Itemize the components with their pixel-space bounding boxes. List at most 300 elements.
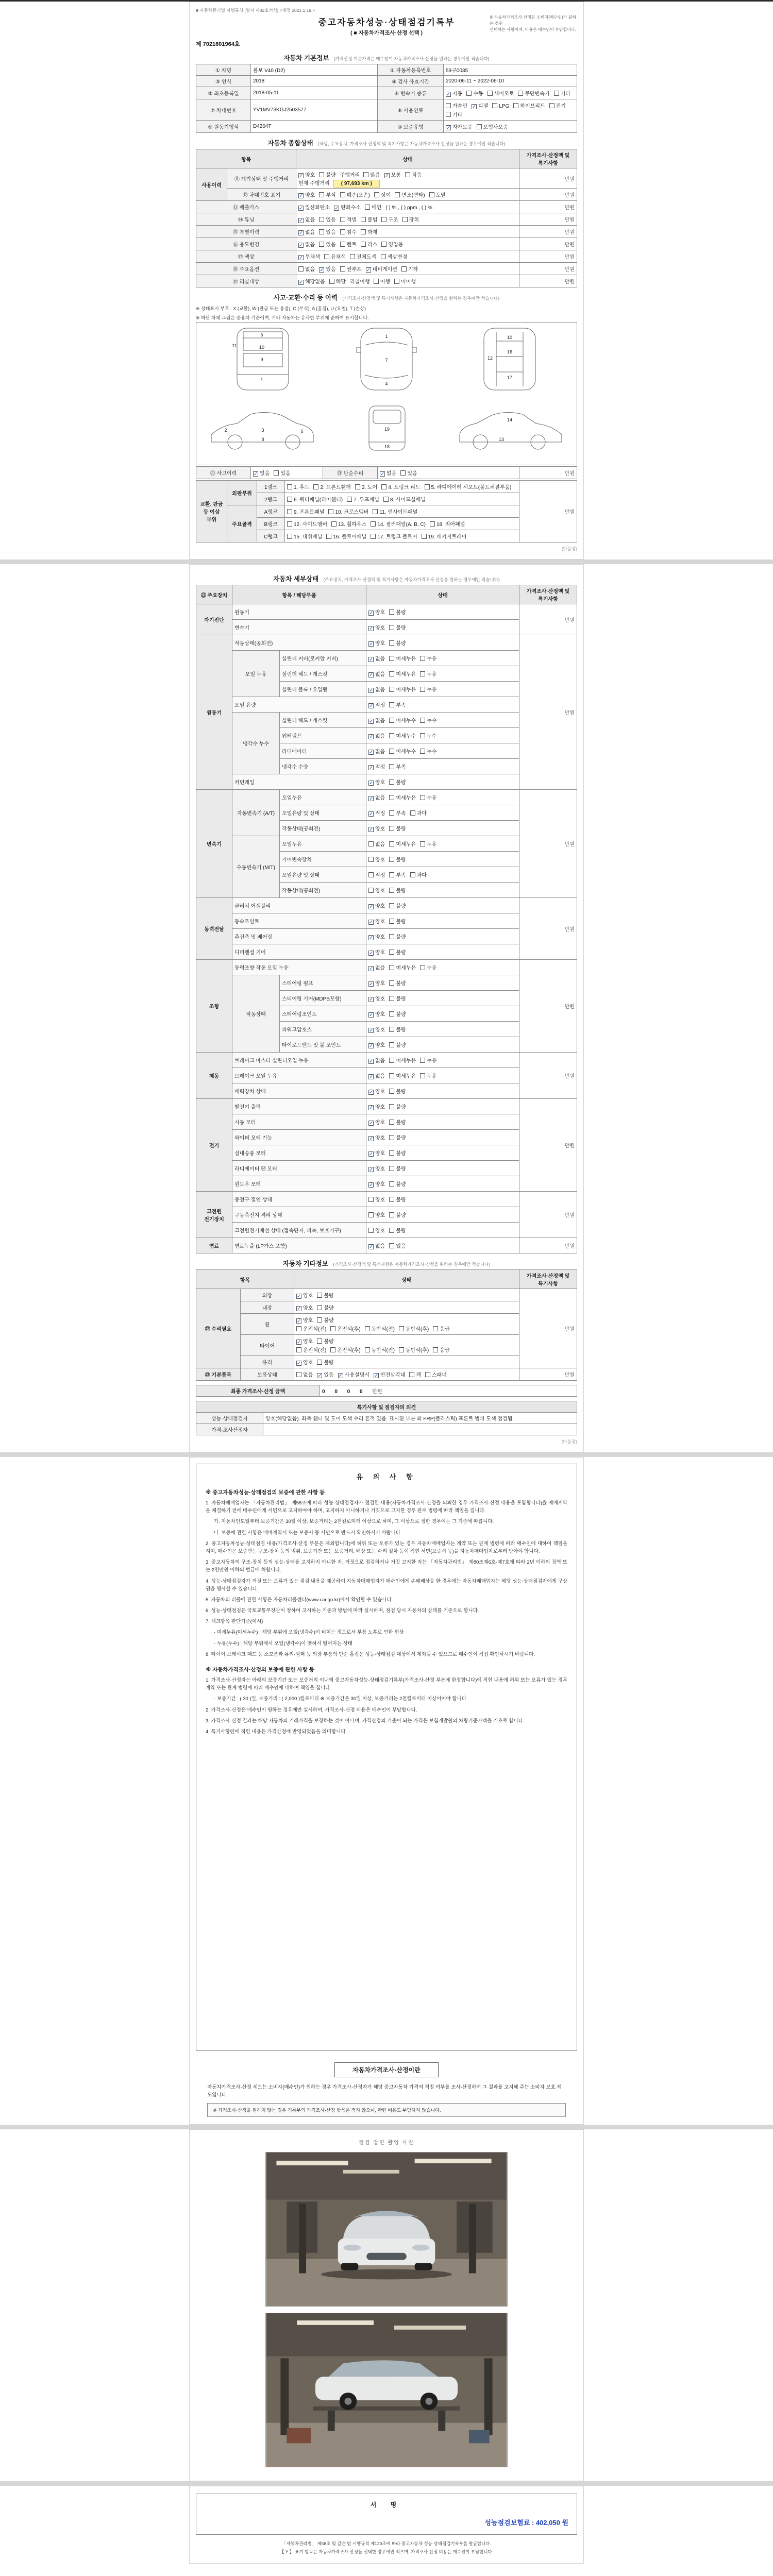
checkbox-option[interactable]: [381, 483, 420, 490]
checkbox-option[interactable]: [384, 171, 401, 178]
checked-checkbox-icon[interactable]: ✓: [299, 218, 304, 224]
unchecked-checkbox-icon[interactable]: [317, 1360, 322, 1365]
checkbox-option[interactable]: [368, 1025, 385, 1033]
unchecked-checkbox-icon[interactable]: [365, 1326, 370, 1331]
checkbox-option[interactable]: [347, 495, 379, 503]
checked-checkbox-icon[interactable]: ✓: [317, 1373, 322, 1379]
checked-checkbox-icon[interactable]: ✓: [369, 1244, 374, 1250]
checked-checkbox-icon[interactable]: ✓: [299, 280, 304, 285]
unchecked-checkbox-icon[interactable]: [330, 1347, 335, 1352]
unchecked-checkbox-icon[interactable]: [363, 172, 368, 177]
unchecked-checkbox-icon[interactable]: [409, 1372, 414, 1377]
checkbox-option[interactable]: [368, 871, 385, 878]
checkbox-option[interactable]: [446, 110, 462, 118]
unchecked-checkbox-icon[interactable]: [429, 192, 434, 197]
unchecked-checkbox-icon[interactable]: [389, 733, 394, 738]
unchecked-checkbox-icon[interactable]: [389, 980, 394, 986]
checkbox-option[interactable]: [399, 1325, 429, 1332]
unchecked-checkbox-icon[interactable]: [446, 103, 451, 108]
checkbox-option[interactable]: [389, 902, 406, 909]
checkbox-option[interactable]: [389, 1056, 416, 1064]
checkbox-option[interactable]: [324, 252, 346, 260]
checkbox-option[interactable]: [381, 252, 408, 260]
checked-checkbox-icon[interactable]: ✓: [369, 765, 374, 771]
checkbox-option[interactable]: [365, 203, 381, 211]
checkbox-option[interactable]: [389, 855, 406, 863]
checkbox-option[interactable]: [368, 979, 385, 987]
checked-checkbox-icon[interactable]: ✓: [369, 1028, 374, 1033]
checkbox-option[interactable]: [317, 1358, 333, 1366]
unchecked-checkbox-icon[interactable]: [425, 484, 430, 489]
checkbox-option[interactable]: [368, 994, 385, 1002]
unchecked-checkbox-icon[interactable]: [389, 625, 394, 630]
checkbox-option[interactable]: [368, 1087, 385, 1095]
checkbox-option[interactable]: [389, 1149, 406, 1157]
unchecked-checkbox-icon[interactable]: [361, 229, 366, 234]
unchecked-checkbox-icon[interactable]: [317, 1338, 322, 1344]
checked-checkbox-icon[interactable]: ✓: [369, 719, 374, 724]
checkbox-option[interactable]: [389, 778, 406, 786]
checked-checkbox-icon[interactable]: ✓: [369, 1012, 374, 1018]
checked-checkbox-icon[interactable]: ✓: [299, 173, 304, 179]
unchecked-checkbox-icon[interactable]: [389, 671, 394, 676]
checkbox-option[interactable]: [389, 732, 416, 739]
checkbox-option[interactable]: [389, 933, 406, 940]
unchecked-checkbox-icon[interactable]: [274, 470, 279, 476]
unchecked-checkbox-icon[interactable]: [317, 1317, 322, 1323]
checkbox-option[interactable]: [329, 277, 346, 285]
checkbox-option[interactable]: [366, 265, 397, 273]
checked-checkbox-icon[interactable]: ✓: [299, 230, 304, 236]
checked-checkbox-icon[interactable]: ✓: [369, 1182, 374, 1188]
unchecked-checkbox-icon[interactable]: [371, 534, 376, 539]
checkbox-option[interactable]: [389, 1041, 406, 1048]
checked-checkbox-icon[interactable]: ✓: [299, 193, 304, 199]
unchecked-checkbox-icon[interactable]: [374, 192, 379, 197]
checkbox-option[interactable]: [368, 902, 385, 909]
checkbox-option[interactable]: [298, 228, 315, 235]
checkbox-option[interactable]: [420, 793, 436, 801]
checkbox-option[interactable]: [549, 101, 566, 109]
unchecked-checkbox-icon[interactable]: [319, 242, 324, 247]
unchecked-checkbox-icon[interactable]: [420, 687, 425, 692]
unchecked-checkbox-icon[interactable]: [477, 124, 482, 129]
checkbox-option[interactable]: [420, 732, 436, 739]
checkbox-option[interactable]: [368, 855, 385, 863]
checkbox-option[interactable]: [389, 917, 406, 925]
unchecked-checkbox-icon[interactable]: [373, 509, 378, 514]
checkbox-option[interactable]: [401, 265, 418, 273]
checkbox-option[interactable]: [433, 1346, 449, 1353]
checkbox-option[interactable]: [373, 507, 417, 515]
checkbox-option[interactable]: [368, 933, 385, 940]
unchecked-checkbox-icon[interactable]: [389, 1243, 394, 1248]
unchecked-checkbox-icon[interactable]: [287, 509, 292, 514]
checked-checkbox-icon[interactable]: ✓: [338, 1373, 343, 1379]
checkbox-option[interactable]: [402, 215, 419, 223]
checked-checkbox-icon[interactable]: ✓: [369, 966, 374, 972]
checkbox-option[interactable]: [296, 1316, 313, 1324]
unchecked-checkbox-icon[interactable]: [329, 279, 334, 284]
checkbox-option[interactable]: [253, 469, 270, 477]
unchecked-checkbox-icon[interactable]: [389, 934, 394, 939]
unchecked-checkbox-icon[interactable]: [488, 91, 493, 96]
checkbox-option[interactable]: [554, 89, 570, 97]
unchecked-checkbox-icon[interactable]: [389, 1011, 394, 1016]
checkbox-option[interactable]: [446, 123, 473, 130]
unchecked-checkbox-icon[interactable]: [389, 764, 394, 769]
unchecked-checkbox-icon[interactable]: [420, 795, 425, 800]
checkbox-option[interactable]: [389, 623, 406, 631]
unchecked-checkbox-icon[interactable]: [371, 521, 376, 527]
checkbox-option[interactable]: [287, 495, 343, 503]
unchecked-checkbox-icon[interactable]: [389, 1181, 394, 1187]
checked-checkbox-icon[interactable]: ✓: [299, 255, 304, 261]
unchecked-checkbox-icon[interactable]: [389, 1027, 394, 1032]
unchecked-checkbox-icon[interactable]: [313, 484, 318, 489]
unchecked-checkbox-icon[interactable]: [389, 888, 394, 893]
checkbox-option[interactable]: [287, 483, 309, 490]
unchecked-checkbox-icon[interactable]: [361, 217, 366, 222]
checkbox-option[interactable]: [368, 1226, 385, 1234]
checkbox-option[interactable]: [368, 670, 385, 677]
unchecked-checkbox-icon[interactable]: [389, 950, 394, 955]
checkbox-option[interactable]: [389, 1133, 406, 1141]
checkbox-option[interactable]: [389, 1025, 406, 1033]
unchecked-checkbox-icon[interactable]: [340, 242, 345, 247]
unchecked-checkbox-icon[interactable]: [317, 1305, 322, 1310]
checkbox-option[interactable]: [420, 670, 436, 677]
unchecked-checkbox-icon[interactable]: [420, 841, 425, 846]
checked-checkbox-icon[interactable]: ✓: [384, 173, 390, 179]
unchecked-checkbox-icon[interactable]: [365, 1347, 370, 1352]
unchecked-checkbox-icon[interactable]: [368, 841, 374, 846]
checkbox-option[interactable]: [368, 732, 385, 739]
checked-checkbox-icon[interactable]: ✓: [446, 92, 451, 97]
checkbox-option[interactable]: [319, 265, 335, 273]
checkbox-option[interactable]: [328, 507, 368, 515]
unchecked-checkbox-icon[interactable]: [361, 242, 366, 247]
unchecked-checkbox-icon[interactable]: [420, 749, 425, 754]
checked-checkbox-icon[interactable]: ✓: [369, 1151, 374, 1157]
unchecked-checkbox-icon[interactable]: [365, 205, 370, 210]
checkbox-option[interactable]: [319, 215, 335, 223]
unchecked-checkbox-icon[interactable]: [319, 217, 324, 222]
checked-checkbox-icon[interactable]: ✓: [369, 734, 374, 740]
checkbox-option[interactable]: [317, 1370, 333, 1378]
checkbox-option[interactable]: [389, 809, 406, 817]
unchecked-checkbox-icon[interactable]: [389, 826, 394, 831]
checkbox-option[interactable]: [389, 824, 406, 832]
unchecked-checkbox-icon[interactable]: [389, 1120, 394, 1125]
checkbox-option[interactable]: [410, 871, 427, 878]
unchecked-checkbox-icon[interactable]: [381, 242, 386, 247]
checked-checkbox-icon[interactable]: ✓: [297, 1294, 301, 1299]
checkbox-option[interactable]: [389, 701, 406, 708]
checkbox-option[interactable]: [368, 608, 385, 616]
checkbox-option[interactable]: [371, 532, 417, 540]
checkbox-option[interactable]: [368, 1056, 385, 1064]
checkbox-option[interactable]: [389, 654, 416, 662]
checkbox-option[interactable]: [298, 171, 315, 178]
checkbox-option[interactable]: [350, 252, 377, 260]
checkbox-option[interactable]: [420, 1072, 436, 1079]
checkbox-option[interactable]: [389, 747, 416, 755]
unchecked-checkbox-icon[interactable]: [296, 1347, 301, 1352]
checkbox-option[interactable]: [405, 171, 422, 178]
unchecked-checkbox-icon[interactable]: [326, 534, 331, 539]
unchecked-checkbox-icon[interactable]: [389, 1166, 394, 1171]
checkbox-option[interactable]: [319, 171, 335, 178]
checkbox-option[interactable]: [389, 1226, 406, 1234]
checkbox-option[interactable]: [389, 1195, 406, 1203]
checked-checkbox-icon[interactable]: ✓: [369, 935, 374, 941]
unchecked-checkbox-icon[interactable]: [420, 733, 425, 738]
checkbox-option[interactable]: [355, 483, 377, 490]
checkbox-option[interactable]: [298, 240, 315, 248]
checkbox-option[interactable]: [368, 948, 385, 956]
checkbox-option[interactable]: [368, 716, 385, 724]
checkbox-option[interactable]: [317, 1316, 333, 1324]
checkbox-option[interactable]: [296, 1325, 326, 1332]
unchecked-checkbox-icon[interactable]: [287, 534, 292, 539]
checkbox-option[interactable]: [368, 1118, 385, 1126]
unchecked-checkbox-icon[interactable]: [399, 1347, 404, 1352]
unchecked-checkbox-icon[interactable]: [389, 919, 394, 924]
checked-checkbox-icon[interactable]: ✓: [369, 750, 374, 755]
checked-checkbox-icon[interactable]: ✓: [369, 827, 374, 833]
unchecked-checkbox-icon[interactable]: [389, 749, 394, 754]
checkbox-option[interactable]: [389, 840, 416, 848]
unchecked-checkbox-icon[interactable]: [389, 609, 394, 615]
checkbox-option[interactable]: [368, 1041, 385, 1048]
checked-checkbox-icon[interactable]: ✓: [369, 811, 374, 817]
checked-checkbox-icon[interactable]: ✓: [369, 1090, 374, 1095]
checkbox-option[interactable]: [298, 277, 325, 285]
unchecked-checkbox-icon[interactable]: [389, 702, 394, 707]
unchecked-checkbox-icon[interactable]: [368, 1212, 374, 1217]
checkbox-option[interactable]: [374, 277, 390, 285]
unchecked-checkbox-icon[interactable]: [389, 965, 394, 970]
unchecked-checkbox-icon[interactable]: [389, 795, 394, 800]
checkbox-option[interactable]: [365, 1346, 395, 1353]
checkbox-option[interactable]: [340, 265, 362, 273]
checkbox-option[interactable]: [368, 840, 385, 848]
unchecked-checkbox-icon[interactable]: [319, 192, 324, 197]
checkbox-option[interactable]: [368, 1072, 385, 1079]
checked-checkbox-icon[interactable]: ✓: [369, 672, 374, 678]
checkbox-option[interactable]: [389, 1010, 406, 1018]
unchecked-checkbox-icon[interactable]: [554, 91, 559, 96]
unchecked-checkbox-icon[interactable]: [317, 1293, 322, 1298]
unchecked-checkbox-icon[interactable]: [389, 656, 394, 661]
checkbox-option[interactable]: [340, 240, 357, 248]
checkbox-option[interactable]: [374, 1370, 405, 1378]
unchecked-checkbox-icon[interactable]: [381, 217, 386, 222]
unchecked-checkbox-icon[interactable]: [368, 1228, 374, 1233]
checkbox-option[interactable]: [425, 483, 512, 490]
checkbox-option[interactable]: [389, 871, 406, 878]
checked-checkbox-icon[interactable]: ✓: [369, 657, 374, 663]
unchecked-checkbox-icon[interactable]: [319, 172, 324, 177]
checkbox-option[interactable]: [409, 1370, 421, 1378]
unchecked-checkbox-icon[interactable]: [422, 534, 427, 539]
unchecked-checkbox-icon[interactable]: [389, 1150, 394, 1156]
checkbox-option[interactable]: [389, 716, 416, 724]
unchecked-checkbox-icon[interactable]: [389, 1089, 394, 1094]
checkbox-option[interactable]: [368, 1195, 385, 1203]
checkbox-option[interactable]: [477, 123, 508, 130]
unchecked-checkbox-icon[interactable]: [389, 857, 394, 862]
unchecked-checkbox-icon[interactable]: [513, 103, 518, 108]
unchecked-checkbox-icon[interactable]: [389, 1212, 394, 1217]
checkbox-option[interactable]: [374, 191, 391, 198]
checkbox-option[interactable]: [368, 623, 385, 631]
unchecked-checkbox-icon[interactable]: [350, 254, 355, 259]
unchecked-checkbox-icon[interactable]: [389, 718, 394, 723]
checked-checkbox-icon[interactable]: ✓: [369, 904, 374, 910]
checkbox-option[interactable]: [389, 1211, 406, 1218]
unchecked-checkbox-icon[interactable]: [389, 996, 394, 1001]
checkbox-option[interactable]: [296, 1337, 313, 1345]
unchecked-checkbox-icon[interactable]: [347, 497, 352, 502]
checkbox-option[interactable]: [340, 215, 357, 223]
checkbox-option[interactable]: [368, 778, 385, 786]
unchecked-checkbox-icon[interactable]: [549, 103, 554, 108]
unchecked-checkbox-icon[interactable]: [340, 217, 345, 222]
checkbox-option[interactable]: [488, 89, 514, 97]
unchecked-checkbox-icon[interactable]: [319, 229, 324, 234]
unchecked-checkbox-icon[interactable]: [410, 810, 415, 816]
checkbox-option[interactable]: [389, 1118, 406, 1126]
checkbox-option[interactable]: [380, 469, 396, 477]
checkbox-option[interactable]: [389, 1180, 406, 1188]
checkbox-option[interactable]: [296, 1370, 313, 1378]
checkbox-option[interactable]: [492, 103, 509, 109]
checkbox-option[interactable]: [420, 840, 436, 848]
checkbox-option[interactable]: [274, 469, 290, 477]
checkbox-option[interactable]: [340, 228, 357, 235]
checkbox-option[interactable]: [381, 215, 398, 223]
checkbox-option[interactable]: [389, 1242, 406, 1249]
checkbox-option[interactable]: [368, 1103, 385, 1110]
checkbox-option[interactable]: [422, 532, 467, 540]
unchecked-checkbox-icon[interactable]: [287, 484, 292, 489]
checked-checkbox-icon[interactable]: ✓: [369, 1059, 374, 1064]
unchecked-checkbox-icon[interactable]: [410, 872, 415, 877]
checkbox-option[interactable]: [296, 1346, 326, 1353]
checkbox-option[interactable]: [399, 1346, 429, 1353]
checkbox-option[interactable]: [400, 469, 417, 477]
unchecked-checkbox-icon[interactable]: [389, 903, 394, 908]
unchecked-checkbox-icon[interactable]: [389, 841, 394, 846]
checkbox-option[interactable]: [429, 191, 446, 198]
unchecked-checkbox-icon[interactable]: [287, 521, 292, 527]
checkbox-option[interactable]: [365, 1325, 395, 1332]
checkbox-option[interactable]: [433, 1325, 449, 1332]
checkbox-option[interactable]: [287, 507, 324, 515]
checked-checkbox-icon[interactable]: ✓: [297, 1340, 301, 1345]
checkbox-option[interactable]: [368, 685, 385, 693]
checkbox-option[interactable]: [389, 762, 406, 770]
checked-checkbox-icon[interactable]: ✓: [369, 1121, 374, 1126]
checked-checkbox-icon[interactable]: ✓: [369, 641, 374, 647]
checked-checkbox-icon[interactable]: ✓: [472, 104, 477, 110]
checkbox-option[interactable]: [368, 1164, 385, 1172]
checkbox-option[interactable]: [330, 1325, 360, 1332]
checked-checkbox-icon[interactable]: ✓: [369, 626, 374, 632]
checkbox-option[interactable]: [368, 824, 385, 832]
checkbox-option[interactable]: [383, 495, 426, 503]
unchecked-checkbox-icon[interactable]: [389, 1135, 394, 1140]
checkbox-option[interactable]: [381, 240, 403, 248]
unchecked-checkbox-icon[interactable]: [394, 279, 399, 284]
unchecked-checkbox-icon[interactable]: [492, 103, 497, 108]
checkbox-option[interactable]: [513, 101, 545, 109]
checkbox-option[interactable]: [368, 793, 385, 801]
checked-checkbox-icon[interactable]: ✓: [369, 1043, 374, 1049]
checkbox-option[interactable]: [472, 101, 488, 109]
checkbox-option[interactable]: [368, 747, 385, 755]
checked-checkbox-icon[interactable]: ✓: [374, 1373, 379, 1379]
checkbox-option[interactable]: [368, 639, 385, 647]
unchecked-checkbox-icon[interactable]: [395, 192, 400, 197]
unchecked-checkbox-icon[interactable]: [420, 671, 425, 676]
checked-checkbox-icon[interactable]: ✓: [369, 1074, 374, 1080]
checkbox-option[interactable]: [319, 240, 335, 248]
checkbox-option[interactable]: [334, 203, 361, 211]
checkbox-option[interactable]: [389, 793, 416, 801]
unchecked-checkbox-icon[interactable]: [389, 640, 394, 646]
checkbox-option[interactable]: [338, 1370, 369, 1378]
checkbox-option[interactable]: [410, 809, 427, 817]
checkbox-option[interactable]: [466, 89, 483, 97]
checkbox-option[interactable]: [368, 886, 385, 894]
checked-checkbox-icon[interactable]: ✓: [297, 1318, 301, 1324]
checkbox-option[interactable]: [420, 1056, 436, 1064]
checkbox-option[interactable]: [420, 654, 436, 662]
unchecked-checkbox-icon[interactable]: [389, 1042, 394, 1047]
checked-checkbox-icon[interactable]: ✓: [380, 471, 385, 477]
checked-checkbox-icon[interactable]: ✓: [369, 703, 374, 709]
checkbox-option[interactable]: [313, 483, 350, 490]
unchecked-checkbox-icon[interactable]: [340, 266, 345, 272]
checked-checkbox-icon[interactable]: ✓: [369, 796, 374, 802]
unchecked-checkbox-icon[interactable]: [466, 91, 472, 96]
checkbox-option[interactable]: [330, 1346, 360, 1353]
checkbox-option[interactable]: [368, 809, 385, 817]
checked-checkbox-icon[interactable]: ✓: [369, 1136, 374, 1142]
checkbox-option[interactable]: [389, 1087, 406, 1095]
unchecked-checkbox-icon[interactable]: [400, 470, 406, 476]
checkbox-option[interactable]: [319, 191, 335, 198]
unchecked-checkbox-icon[interactable]: [389, 1228, 394, 1233]
unchecked-checkbox-icon[interactable]: [433, 1347, 438, 1352]
unchecked-checkbox-icon[interactable]: [420, 1058, 425, 1063]
checked-checkbox-icon[interactable]: ✓: [369, 688, 374, 693]
unchecked-checkbox-icon[interactable]: [389, 1073, 394, 1078]
checkbox-option[interactable]: [363, 171, 380, 178]
unchecked-checkbox-icon[interactable]: [389, 810, 394, 816]
checked-checkbox-icon[interactable]: ✓: [299, 206, 304, 211]
checkbox-option[interactable]: [298, 252, 320, 260]
checkbox-option[interactable]: [389, 1103, 406, 1110]
checkbox-option[interactable]: [368, 701, 385, 708]
checked-checkbox-icon[interactable]: ✓: [299, 243, 304, 248]
checkbox-option[interactable]: [326, 532, 366, 540]
unchecked-checkbox-icon[interactable]: [340, 229, 345, 234]
unchecked-checkbox-icon[interactable]: [328, 509, 333, 514]
